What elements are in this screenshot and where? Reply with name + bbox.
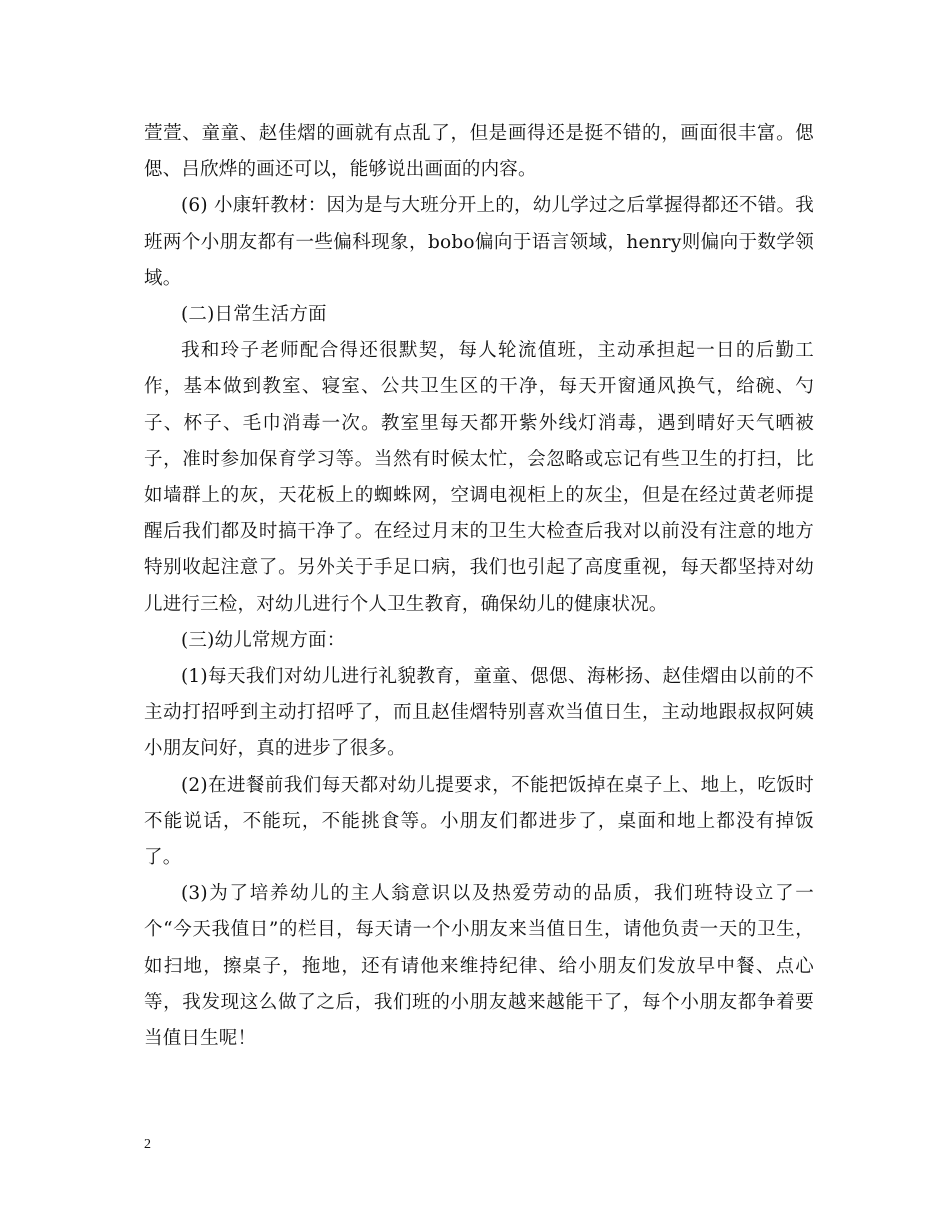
paragraph-daily-life: 我和玲子老师配合得还很默契，每人轮流值班，主动承担起一日的后勤工作，基本做到教室、寝室、公共卫生区的干净，每天开窗通风换气，给碗、勺子、杯子、毛巾消毒一次。教室里每天都开紫外线灯消毒，遇到晴好天气晒被子，准时参加保育学习等。当然有时候太忙，会忽略或忘记有些卫生的打扫，比如墙群上的灰，天花板上的蜘蛛网，空调电视柜上的灰尘，但是在经过黄老师提醒后我们都及时搞干净了。在经过月末的卫生大检查后我对以前没有注意的地方特别收起注意了。另外关于手足口病，我们也引起了高度重视，每天都坚持对幼儿进行三检，对幼儿进行个人卫生教育，确保幼儿的健康状况。 (144, 340, 814, 615)
paragraph-drawing-review: 萱萱、童童、赵佳熠的画就有点乱了，但是画得还是挺不错的，画面很丰富。偲偲、吕欣烨的画还可以，能够说出画面的内容。 (144, 123, 814, 181)
section-heading-routine: (三)幼儿常规方面： (181, 629, 346, 651)
paragraph-kangxuan-textbook: (6) 小康轩教材：因为是与大班分开上的，幼儿学过之后掌握得都还不错。我班两个小朋友都有一些偏科现象，bobo偏向于语言领域，henry则偏向于数学领域。 (144, 195, 814, 289)
page-number: 2 (144, 1137, 151, 1152)
paragraph-mealtime: (2)在进餐前我们每天都对幼儿提要求，不能把饭掉在桌子上、地上，吃饭时不能说话，不能玩，不能挑食等。小朋友们都进步了，桌面和地上都没有掉饭了。 (144, 774, 814, 869)
paragraph-duty: (3)为了培养幼儿的主人翁意识以及热爱劳动的品质，我们班特设立了一个“今天我值日”的栏目，每天请一个小朋友来当值日生，请他负责一天的卫生，如扫地，擦桌子，拖地，还有请他来维持纪律、给小朋友们发放早中餐、点心等，我发现这么做了之后，我们班的小朋友越来越能干了，每个小朋友都争着要当值日生呢！ (144, 883, 814, 1050)
section-heading-daily-life: (二)日常生活方面 (181, 304, 327, 326)
document-body (144, 116, 814, 1057)
paragraph-courtesy: (1)每天我们对幼儿进行礼貌教育，童童、偲偲、海彬扬、赵佳熠由以前的不主动打招呼到主动打招呼了，而且赵佳熠特别喜欢当值日生，主动地跟叔叔阿姨小朋友问好，真的进步了很多。 (144, 666, 814, 760)
